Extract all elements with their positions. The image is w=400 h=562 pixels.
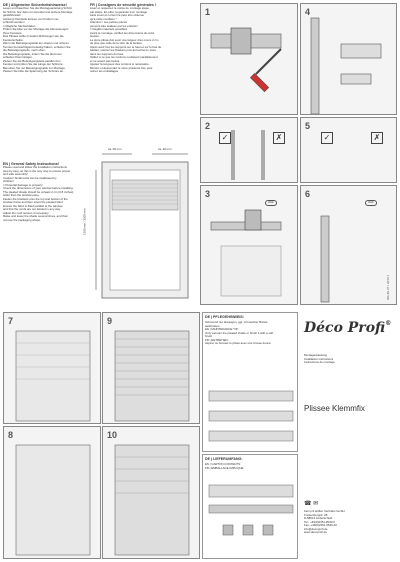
step-7: [3, 312, 101, 424]
care-lines: [205, 321, 295, 346]
care-line: ausbürsten.: [205, 323, 221, 328]
french-line: Attention ! Les petites pièces: [90, 20, 127, 25]
dimension-top-left: ca. 20 mm: [108, 147, 122, 151]
english-line: Caution! Small parts can be swallowed by: [3, 175, 57, 180]
cross-icon: ✗: [371, 132, 383, 144]
contact-lines: [304, 510, 345, 535]
english-line: Raise and lower the shade several times, and then: [3, 214, 68, 219]
step-1: [200, 3, 298, 115]
manual-line: Montageanleitung: [304, 353, 327, 357]
english-lines: [3, 166, 87, 222]
german-line: Passen Sie bitte die Spannung der Schnüre an.: [3, 69, 64, 74]
english-line: Please read and follow the installation instructions: [3, 165, 67, 170]
care-section: [202, 312, 298, 452]
french-line: Avant le montage, vérifiez les dimensions de votre: [90, 30, 155, 35]
step-number: 1: [205, 7, 211, 17]
french-line: Montez et descendez le store plusieurs fois, puis: [90, 65, 153, 70]
step-number: 9: [107, 316, 113, 326]
german-line: Ihres Fensters.: [3, 30, 23, 35]
german-header: DE | Allgemeine Sicherheitshinweise!: [3, 3, 67, 7]
french-line: Lisez et respectez la notice de montage étape: [90, 6, 149, 11]
brand-logo-text: Déco Profi: [304, 320, 386, 336]
german-line: Achtung! Kleinteile können von Kindern ver-: [3, 16, 60, 21]
step-number: 2: [205, 121, 211, 131]
french-line: fenêtre.: [90, 34, 100, 39]
german-line: die Befestigungsteile, nach oben.: [3, 48, 46, 53]
step-8: [3, 426, 101, 559]
german-lines: [3, 7, 87, 74]
step-3: [200, 185, 298, 305]
german-line: Die Befestigungsteile, indem Sie die klemmen: [3, 51, 62, 56]
document-code: WA-BL 07 / 2015 1: [386, 274, 390, 300]
english-line: Adjust the cord tension if necessary.: [3, 210, 50, 215]
english-line: remove the packaging wraps.: [3, 217, 41, 222]
english-instructions: [3, 162, 87, 312]
english-line: children!: [3, 179, 14, 184]
contact-company: Kemp & Hüllen Vertriebs GmbH: [304, 509, 345, 513]
french-lines: [90, 7, 174, 74]
click-label: click: [265, 200, 277, 206]
german-line: Lesen und beachten Sie die Montageanleitung Schritt: [3, 6, 72, 11]
click-label: click: [365, 200, 377, 206]
french-line: peuvent être avalées par les enfants !: [90, 23, 139, 28]
french-line: qu'à cette condition !: [90, 16, 117, 21]
french-line: par étape. En effet, la garantie d'un montage: [90, 9, 148, 14]
care-line: Aspirer ou brosser le plissé avec une brosse douce.: [205, 341, 272, 346]
delivery-line: FR | EMBALLAGE IMPLIQUE:: [205, 465, 245, 470]
english-line: step by step, as this is the only way to ensure proper: [3, 168, 71, 173]
manual-line: Installation instructions: [304, 356, 334, 361]
step-number: 7: [8, 316, 14, 326]
dimension-height: 1300 mm / 2200 mm: [82, 208, 87, 236]
french-line: Après avoir fixé les supports sur le haut et sur le bas du: [90, 44, 162, 49]
french-line: Ajustez la longueur des cordons si nécessaire.: [90, 62, 150, 67]
delivery-line: EN | CARTON CONTENTS:: [205, 462, 241, 467]
english-line: = Potential damage to property: [3, 182, 43, 187]
step-2: [200, 117, 298, 183]
contact-street: Freisenbergstr. 28: [304, 512, 328, 517]
step-4: [300, 3, 397, 115]
english-line: wider than the window pane.: [3, 193, 40, 198]
english-line: The pleated shade should be at least 2 cm (0.8 inches): [3, 189, 74, 194]
care-line: FR | ENTRETIEN:: [205, 337, 229, 342]
step-number: 6: [305, 189, 311, 199]
product-name: Plissee Klemmfix: [304, 404, 365, 413]
french-line: de plus que celle de la vitre de la fenêtre.: [90, 41, 143, 46]
step-number: 10: [107, 430, 118, 440]
english-line: and safe assembly!: [3, 172, 28, 177]
german-line: Teil des Fensterflügels befestigt haben, schieben Sie: [3, 44, 71, 49]
step-10: [102, 426, 200, 559]
brand-logo: [304, 320, 391, 336]
german-line: = Mögliche Sachschäden: [3, 23, 36, 28]
contact-city: D-58513 Lüdenscheid: [304, 516, 333, 520]
german-line: gewährleistet!: [3, 13, 21, 18]
french-line: Le store plissé doit avoir une largeur d'au moins 2 cm: [90, 37, 159, 42]
care-line: Only vacuum the pleated shade or brush it with a soft: [205, 330, 274, 335]
contact-fax: Fax: +49(0)2351-9540-40: [304, 523, 337, 527]
french-header: FR | Consignes de sécurité générales !: [90, 3, 157, 7]
english-line: Ensure the blind is fitted parallel to the window: [3, 203, 63, 208]
delivery-lines: [205, 463, 295, 470]
german-line: Fenster und prüfen Sie die Länge der Schnüre.: [3, 62, 64, 67]
english-line: window frame and then insert the pleated blind.: [3, 200, 64, 205]
french-line: sans souci et correct ne peut être obtenue: [90, 13, 144, 18]
french-line: Veillez à ce que les cordons coulissent parallèlement: [90, 55, 158, 60]
german-line: Prüfen Sie bitte vor der Montage die Abmessungen: [3, 27, 69, 32]
check-icon: ✓: [219, 132, 231, 144]
german-line: Das Plissee sollte in beiden Richtungen wie die: [3, 34, 64, 39]
cross-icon: ✗: [273, 132, 285, 144]
french-line: retirez les emballages.: [90, 69, 119, 74]
step-number: 4: [305, 7, 311, 17]
care-line: EN | MAINTENANCE TIP:: [205, 327, 239, 332]
contact-web: www.decoprofi.de: [304, 530, 327, 534]
german-line: Ziehen Sie die Befestigungsteile parallel zum: [3, 58, 61, 63]
dimension-top-right: ca. 20 mm: [158, 147, 172, 151]
manual-lines: [304, 354, 335, 365]
german-line: Fensterscheibe.: [3, 37, 24, 42]
german-line: schluckt werden!: [3, 20, 25, 25]
english-line: and that the cords are not twisted in any way.: [3, 207, 61, 212]
german-line: für Schritt. Nur dann ist sorenfrei und sichere Montage: [3, 9, 73, 14]
english-line: Check the dimensions of your window before installing.: [3, 186, 74, 191]
german-line: Wenn die Befestigungsteile am oberen und unteren: [3, 41, 69, 46]
care-line: Schonend nur absaugen, ggf. mit weicher Bürste: [205, 320, 268, 325]
german-line: schieben Klemmträger.: [3, 55, 33, 60]
french-line: battant, insérez les fixations puis accrochez le store: [90, 48, 157, 53]
delivery-header: DE | LIEFERUMFANG:: [205, 457, 243, 461]
french-instructions: [90, 3, 174, 133]
french-line: dans les supports du haut.: [90, 51, 124, 56]
step-5: [300, 117, 397, 183]
dimension-diagram: [82, 140, 202, 300]
french-line: = Dégâts matériels possibles: [90, 27, 128, 32]
care-header: DE | PFLEGEHINWEIS:: [205, 315, 244, 319]
manual-line: Instructions de montage: [304, 360, 335, 364]
contact-phone: Tel.: +49(0)2351-9540-0: [304, 519, 335, 524]
french-line: et ne soient pas tordus.: [90, 58, 121, 63]
step-number: 8: [8, 430, 14, 440]
step-number: 5: [305, 121, 311, 131]
english-header: EN | General Safety Instructions!: [3, 162, 59, 166]
step-6: [300, 185, 397, 305]
brand-mark: ®: [385, 320, 392, 327]
check-icon: ✓: [321, 132, 333, 144]
english-line: Fasten the brackets onto the top and bottom of the: [3, 196, 68, 201]
german-line: Benutzen Sie nur Befestigungsteile zur Montage.: [3, 65, 66, 70]
care-line: brush.: [205, 334, 214, 339]
brand-section: [300, 312, 397, 452]
delivery-section: [202, 454, 298, 559]
contact-section: [300, 500, 397, 560]
step-9: [102, 312, 200, 424]
step-number: 3: [205, 189, 211, 199]
contact-email: info@decoprofi.de: [304, 526, 328, 531]
phone-icon: ☎ ✉: [304, 501, 319, 507]
